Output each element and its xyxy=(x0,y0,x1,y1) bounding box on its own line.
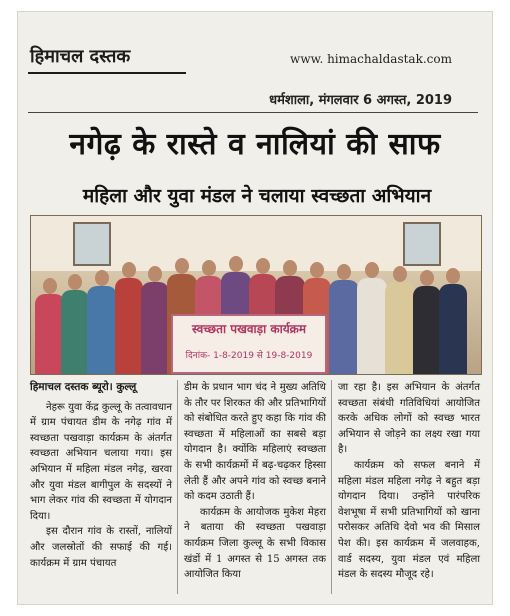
newspaper-clipping xyxy=(18,12,492,604)
photo-person xyxy=(61,290,89,374)
photo-person xyxy=(439,284,467,374)
column-divider xyxy=(177,380,178,594)
photo-person-head xyxy=(148,266,162,282)
article-byline: हिमाचल दस्तक ब्यूरो। कुल्लू xyxy=(30,381,137,393)
photo-person-head xyxy=(337,264,351,280)
article-column-3 xyxy=(338,380,480,583)
photo-person-head xyxy=(393,266,407,282)
photo-person-head xyxy=(310,262,324,278)
article-paragraph: कार्यक्रम को सफल बनाने में महिला मंडल महिला नगेढ़ ने बहुत बड़ा योगदान दिया। उन्होंने पारंपरिक वेशभूषा में सभी प्रतिभागियों को खाना परोसकर अतिथि देवो भव की मिसाल पेश की। इस कार्यक्रम में जलवाहक, वार्ड सदस्य, युवा मंडल एवं महिला मंडल के सदस्य मौजूद रहे। xyxy=(338,459,480,581)
photo-person-head xyxy=(122,262,136,278)
masthead-underline xyxy=(28,72,186,74)
newspaper-website: www. himachaldastak.com xyxy=(290,52,452,66)
photo-person xyxy=(141,282,169,374)
photo-person-head xyxy=(43,278,57,294)
photo-person xyxy=(357,278,387,374)
photo-person xyxy=(329,280,359,374)
banner-date: दिनांक- 1-8-2019 से 19-8-2019 xyxy=(185,351,313,361)
photo-person xyxy=(413,286,441,374)
article-paragraph: नेहरू युवा केंद्र कुल्लू के तत्वावधान में ग्राम पंचायत डीम के नगेढ़ गांव में स्वच्छता पखवाड़ा कार्यक्रम के अंतर्गत स्वच्छता अभियान चलाया गया। इस अभियान में महिला मंडल नगेढ़, खरवा और युवा मंडल बागीपुल के सदस्यों ने भाग लेकर गांव की स्वच्छता में योगदान दिया। xyxy=(30,401,172,522)
photo-person xyxy=(87,286,117,374)
photo-person-head xyxy=(229,256,243,272)
article-headline: नगेढ़ के रास्ते व नालियां की साफ xyxy=(69,127,441,162)
photo-person-head xyxy=(202,260,216,276)
photo-person-head xyxy=(420,270,434,286)
article-column-1 xyxy=(30,380,172,571)
article-body xyxy=(30,380,480,602)
photo-person xyxy=(385,282,415,374)
article-paragraph: कार्यक्रम के आयोजक मुकेश मेहरा ने बताया की स्वच्छता पखवाड़ा कार्यक्रम जिला कुल्लू के सभी विकास खंडों में 1 अगस्त से 15 अगस्त तक आयोजित किया xyxy=(184,506,326,581)
article-column-2 xyxy=(184,380,326,583)
article-paragraph: इस दौरान गांव के रास्तों, नालियों और जलस्रोतों की सफाई की गई। कार्यक्रम में ग्राम पंचायत xyxy=(30,526,172,569)
photo-person-head xyxy=(283,260,297,276)
photo-person-head xyxy=(68,274,82,290)
column-divider xyxy=(331,380,332,594)
group-photo xyxy=(30,215,482,375)
banner-title: स्वच्छता पखवाड़ा कार्यक्रम xyxy=(191,322,307,336)
dateline: धर्मशाला, मंगलवार 6 अगस्त, 2019 xyxy=(269,93,452,108)
photo-person xyxy=(115,278,143,374)
photo-person-head xyxy=(95,270,109,286)
cleanliness-banner xyxy=(171,314,327,374)
article-paragraph: जा रहा है। इस अभियान के अंतर्गत स्वच्छता संबंधी गतिविधियां आयोजित करके अधिक लोगों को स्वच्छ भारत अभियान से जोड़ने का लक्ष्य रखा गया है। xyxy=(338,382,480,456)
photo-person-head xyxy=(446,268,460,284)
article-paragraph: डीम के प्रधान भाग चंद ने मुख्य अतिथि के तौर पर शिरकत की और प्रतिभागियों को संबोधित करते हुए कहा कि गांव की स्वच्छता में महिलाओं का सबसे बड़ा योगदान है। क्योंकि महिलाएं स्वच्छता के सभी कार्यक्रमों में बढ़-चढ़कर हिस्सा लेती हैं और अपने गांव को स्वच्छ बनाने को कदम उठाती हैं। xyxy=(184,382,326,503)
photo-person-head xyxy=(175,258,189,274)
newspaper-masthead: हिमाचल दस्तक xyxy=(30,46,131,67)
photo-person-head xyxy=(256,258,270,274)
article-subheadline: महिला और युवा मंडल ने चलाया स्वच्छता अभियान xyxy=(82,185,432,207)
header-divider xyxy=(28,112,478,113)
photo-person-head xyxy=(365,262,379,278)
